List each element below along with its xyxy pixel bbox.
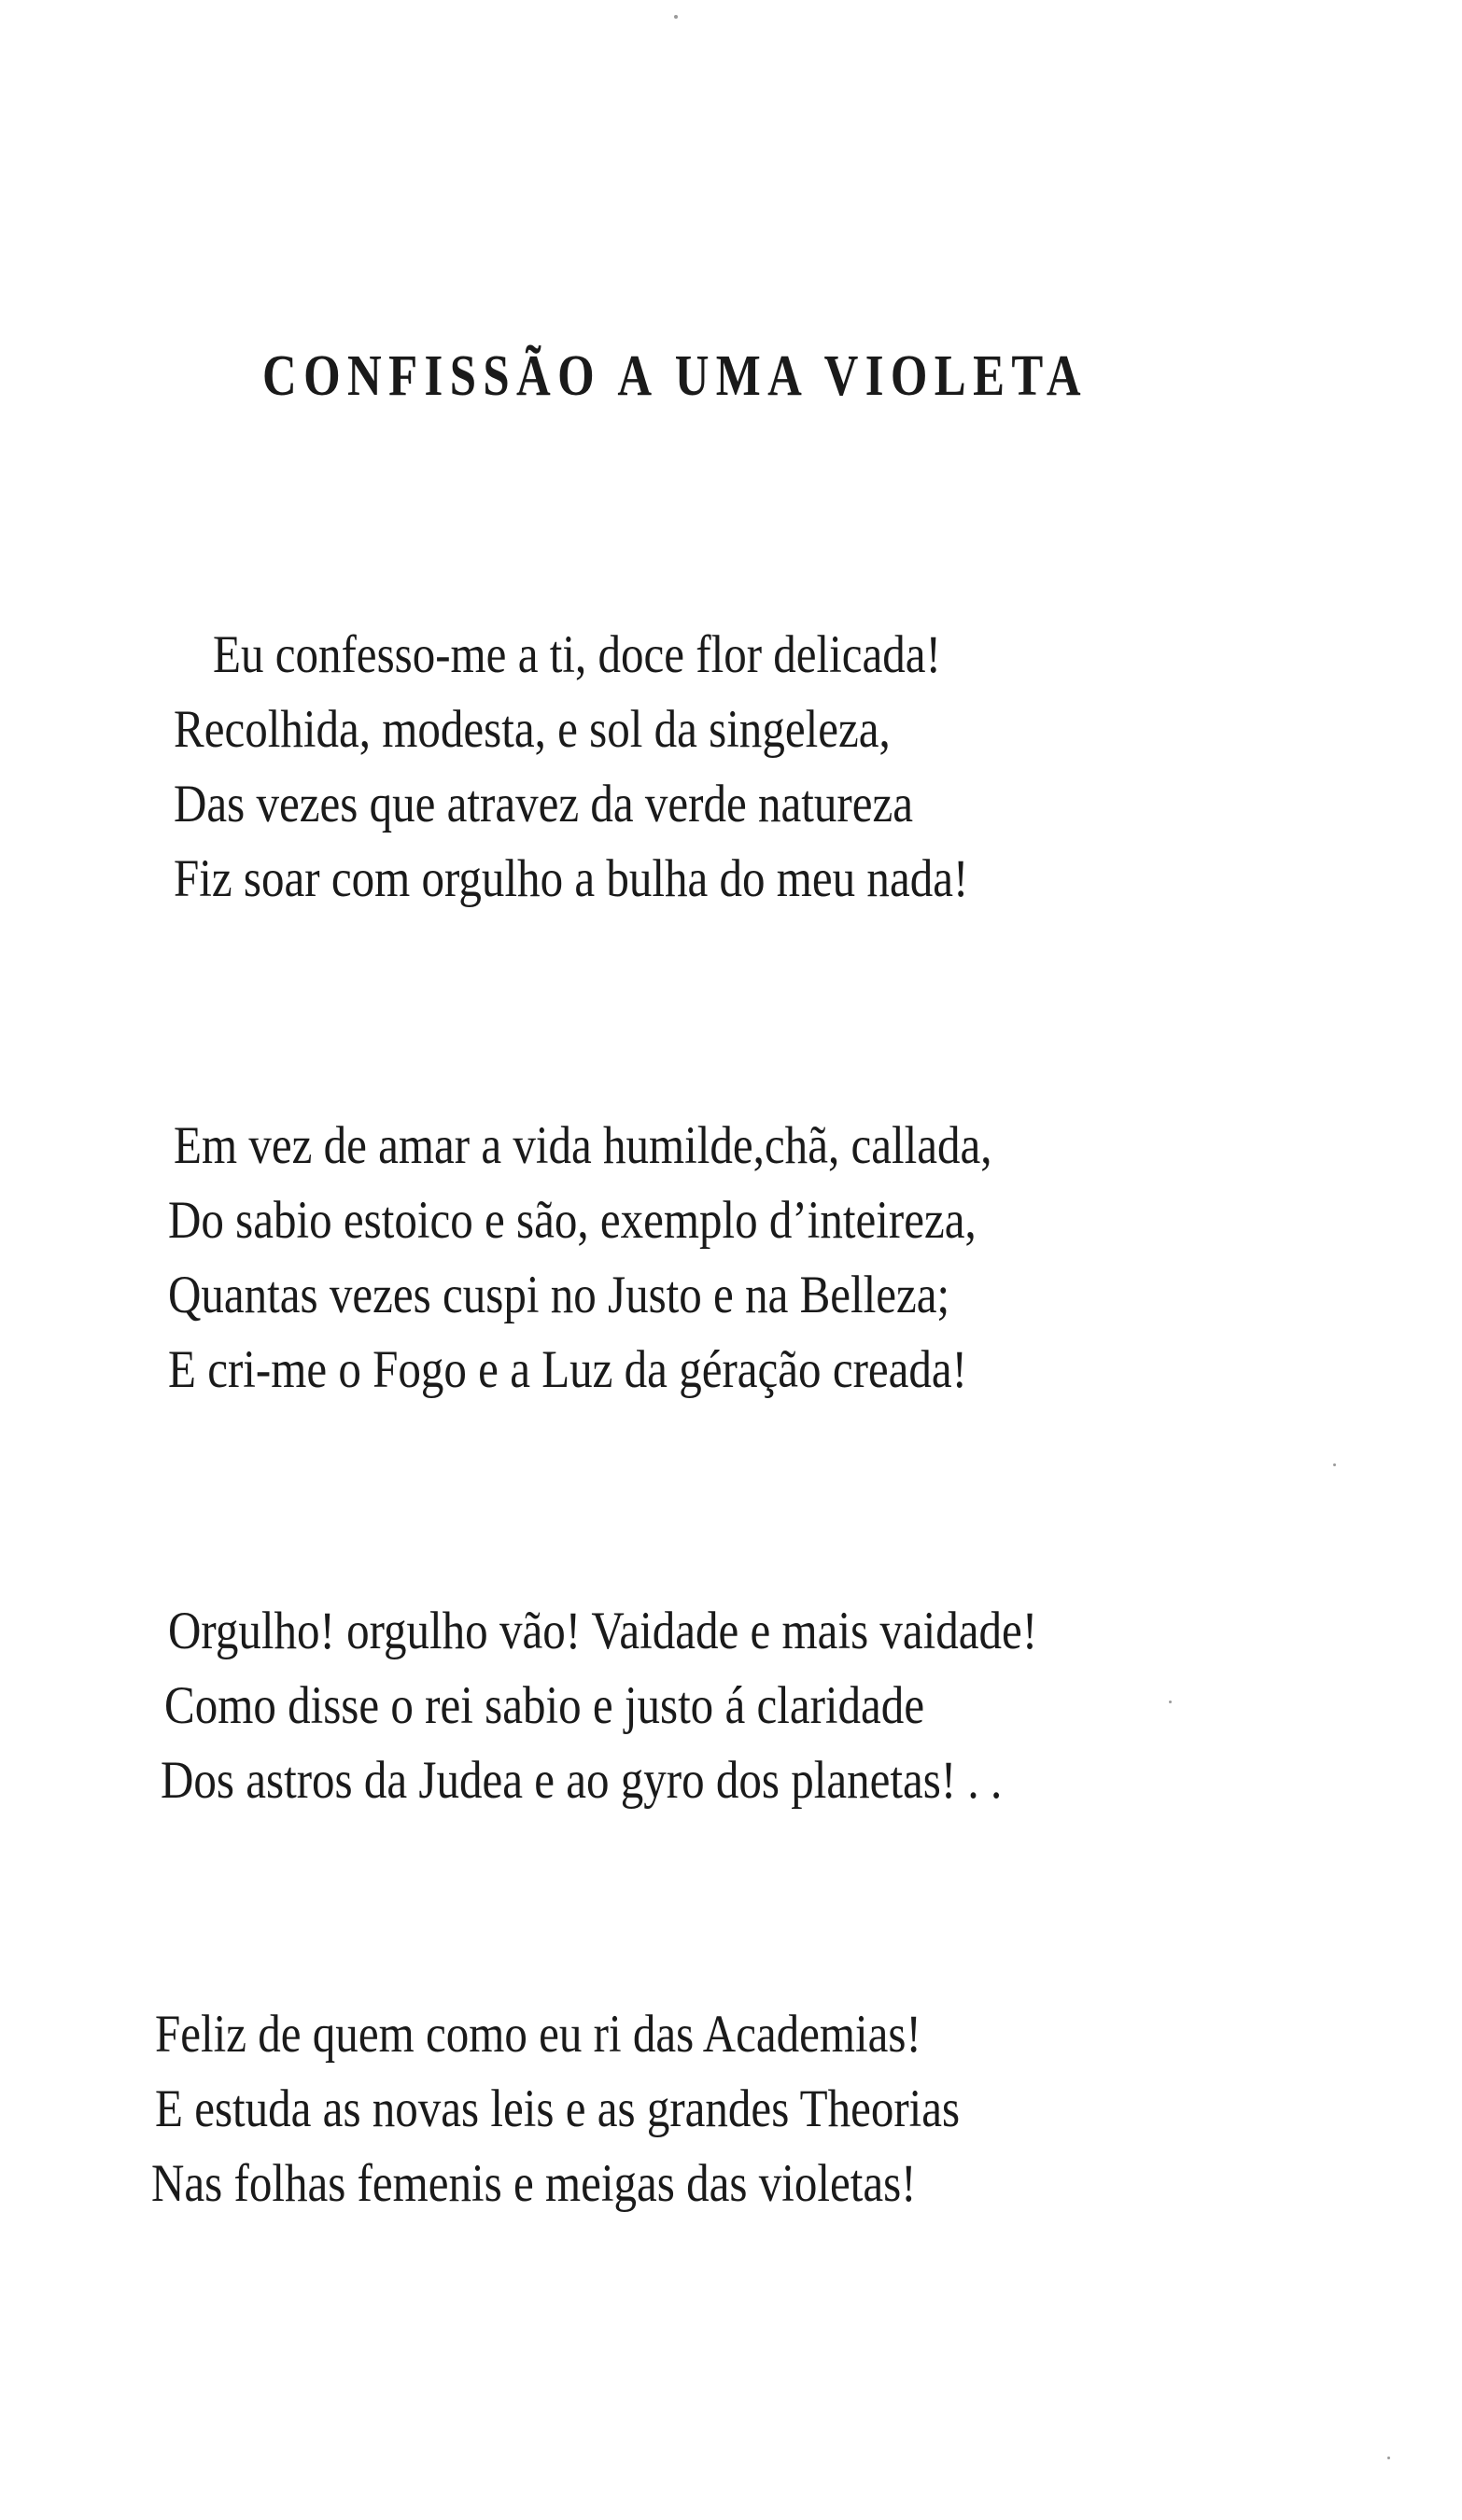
paper-speck [1387, 2457, 1390, 2459]
verse-line: Como disse o rei sabio e justo á claridade [164, 1676, 925, 1735]
verse-line: Feliz de quem como eu ri das Academias! [155, 2005, 921, 2064]
verse-line: Recolhida, modesta, e sol da singeleza, [174, 700, 891, 759]
verse-line: Fiz soar com orgulho a bulha do meu nada! [174, 849, 969, 908]
verse-line: E cri-me o Fogo e a Luz da géração creada! [168, 1340, 968, 1399]
verse-line: Orgulho! orgulho vão! Vaidade e mais vaidade! [168, 1602, 1038, 1660]
verse-line: Quantas vezes cuspi no Justo e na Belleza; [168, 1266, 950, 1324]
verse-line: E estuda as novas leis e as grandes Theorias [155, 2079, 961, 2138]
verse-line: Das vezes que atravez da verde natureza [174, 775, 914, 833]
verse-line: Nas folhas femenis e meigas das violetas! [151, 2154, 917, 2213]
paper-speck [1333, 1463, 1336, 1466]
verse-line: Do sabio estoico e são, exemplo d’inteireza, [168, 1191, 977, 1250]
poem-title: CONFISSÃO A UMA VIOLETA [261, 344, 1089, 408]
verse-line: Dos astros da Judea e ao gyro dos planetas! . . [161, 1751, 1003, 1810]
verse-line: Eu confesso-me a ti, doce flor delicada! [213, 625, 941, 684]
paper-speck [1169, 1701, 1172, 1703]
paper-speck [674, 15, 678, 19]
verse-line: Em vez de amar a vida humilde,chã, callada, [174, 1116, 992, 1175]
